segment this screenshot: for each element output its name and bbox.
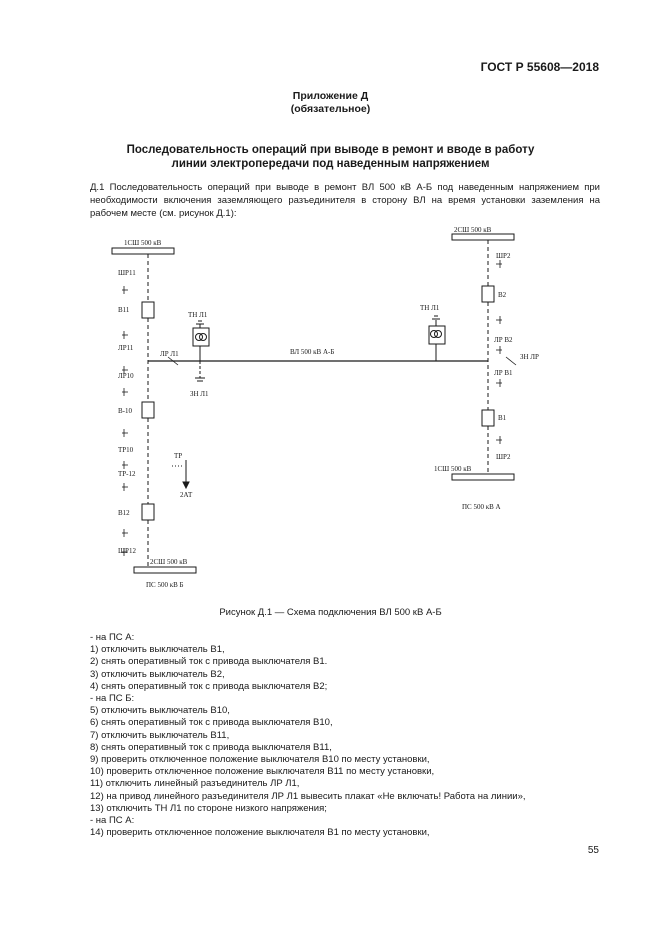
breaker-b1 [482,410,494,426]
label-tr12: ТР-12 [118,470,136,478]
list-item: 11) отключить линейный разъединитель ЛР Л1, [90,778,300,790]
section-title-line1: Последовательность операций при выводе в ремонт и вводе в работу [126,144,535,156]
breaker-b2 [482,286,494,302]
label-lr11: ЛР11 [118,344,134,352]
section-heading [0,143,661,171]
label-zn-lr: ЗН ЛР [520,353,539,361]
list-item: - на ПС Б: [90,693,135,705]
connection-diagram [0,220,661,605]
label-zn-l1: ЗН Л1 [190,390,209,398]
list-item: 9) проверить отключенное положение выключателя В10 по месту установки, [90,754,430,766]
label-shr2-top: ШР2 [496,252,511,260]
label-2at: 2АТ [180,491,193,499]
list-item: - на ПС А: [90,632,135,643]
left-top-busbar [112,248,174,254]
label-left-bus-bottom: 2СШ 500 кВ [150,558,188,566]
list-item: 7) отключить выключатель В11, [90,729,230,741]
label-left-station: ПС 500 кВ Б [146,581,184,589]
list-item: - на ПС А: [90,815,135,827]
list-item: 2) снять оперативный ток с привода выключателя В1. [90,656,328,668]
intro-paragraph: Д.1 Последовательность операций при выводе в ремонт ВЛ 500 кВ А-Б под наведенным напряжением при необходимости включения заземляющего разъединителя в сторону ВЛ на время установки заземления на рабочем месте (см. рисунок Д.1): [90,182,600,219]
list-item: 6) снять оперативный ток с привода выключателя В10, [90,717,333,729]
list-item: 5) отключить выключатель В10, [90,705,230,717]
transformer-arrow [183,482,189,488]
appendix-title: Приложение Д [292,90,369,102]
label-lr-b1: ЛР В1 [494,369,513,377]
list-item: 4) снять оперативный ток с привода выключателя В2; [90,680,328,692]
label-right-bus-bottom: 1СШ 500 кВ [434,465,472,473]
steps-list [90,632,610,839]
appendix-heading [0,90,661,116]
label-lr-l1: ЛР Л1 [160,350,179,358]
label-lr10: ЛР10 [118,372,134,380]
page-number: 55 [587,845,599,856]
list-item: 10) проверить отключенное положение выключателя В11 по месту установки, [90,766,435,778]
left-bottom-busbar [134,567,196,573]
right-top-busbar [452,234,514,240]
section-title-line2: линии электропередачи под наведенным напряжением [171,158,490,170]
breaker-b10 [142,402,154,418]
label-right-station: ПС 500 кВ А [462,503,501,511]
list-item: 14) проверить отключенное положение выключателя В1 по месту установки, [90,827,430,839]
label-b2: В2 [498,291,507,299]
breaker-b12 [142,504,154,520]
list-item: 1) отключить выключатель В1, [90,644,225,656]
right-bottom-busbar [452,474,514,480]
list-item: 8) снять оперативный ток с привода выключателя В11, [90,741,332,753]
breaker-b11 [142,302,154,318]
list-item: 12) на привод линейного разъединителя ЛР Л1 вывесить плакат «Не включать! Работа на линии», [90,790,526,802]
label-b10: В-10 [118,407,132,415]
list-item: 3) отключить выключатель В2, [90,668,225,680]
label-left-tn-l1: ТН Л1 [188,311,208,319]
label-b12: В12 [118,509,130,517]
standard-number: ГОСТ Р 55608—2018 [480,60,599,74]
figure-caption: Рисунок Д.1 — Схема подключения ВЛ 500 кВ А-Б [219,607,442,618]
label-left-bus-top: 1СШ 500 кВ [124,239,162,247]
label-shr11: ШР11 [118,269,136,277]
label-tr: ТР [174,452,183,460]
label-shr12: ШР12 [118,547,136,555]
label-b11: В11 [118,306,130,314]
label-right-tn-l1: ТН Л1 [420,304,440,312]
list-item: 13) отключить ТН Л1 по стороне низкого напряжения; [90,802,327,814]
label-vl: ВЛ 500 кВ А-Б [290,348,335,356]
appendix-subtitle: (обязательное) [290,103,371,115]
label-shr2-bottom: ШР2 [496,453,511,461]
label-right-bus-top: 2СШ 500 кВ [454,226,492,234]
label-tr10: ТР10 [118,446,134,454]
label-lr-b2: ЛР В2 [494,336,513,344]
label-b1: В1 [498,414,507,422]
